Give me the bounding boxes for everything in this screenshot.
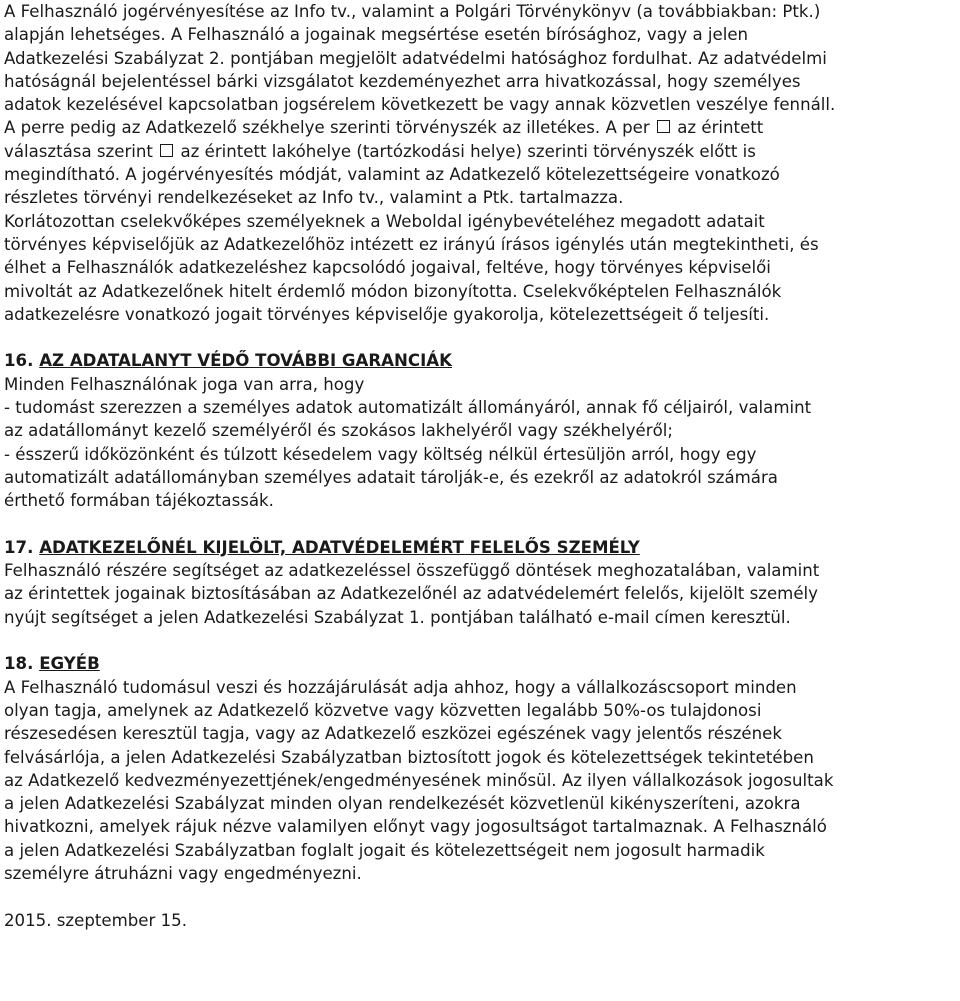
intro-line: adatkezelésre vonatkozó jogait törvényes képviselője gyakorolja, kötelezettségeit ő teljesíti. [4,304,770,324]
section-number: 16. [4,351,34,371]
section-line: az érintettek jogainak biztosításában az Adatkezelőnél az adatvédelemért felelős, kijelölt személy [4,584,818,604]
section-line: a jelen Adatkezelési Szabályzatban foglalt jogait és kötelezettségeit nem jogosult harmadik [4,840,765,860]
section-title: AZ ADATALANYT VÉDŐ TOVÁBBI GARANCIÁK [39,351,452,371]
section-line: Minden Felhasználónak joga van arra, hogy [4,374,365,394]
section-line: a jelen Adatkezelési Szabályzat minden olyan rendelkezését közvetlenül kikényszeríteni, azokra [4,794,801,814]
intro-line: törvényes képviselőjük az Adatkezelőhöz intézett ez irányú írásos igénylés után megtekintheti, és [4,234,819,254]
section-line: automatizált adatállományban személyes adatait tárolják-e, és ezekről az adatokról számára [4,467,778,487]
section-line: az Adatkezelő kedvezményezettjének/engedményesének minősül. Az ilyen vállalkozások jogosultak [4,770,834,790]
intro-line-with-symbol [4,140,960,163]
section-17-body [4,559,960,629]
section-18-heading [4,652,960,675]
section-line: - ésszerű időközönként és túlzott késedelem vagy költség nélkül értesüljön arról, hogy egy [4,444,757,464]
spacer [4,513,960,536]
intro-line: A Felhasználó jogérvényesítése az Info tv., valamint a Polgári Törvénykönyv (a továbbiakban: Ptk.) [4,2,821,21]
section-number: 18. [4,654,34,674]
intro-line: adatok kezelésével kapcsolatban jogsérelem következett be vagy annak közvetlen veszélye fennáll. [4,95,836,115]
section-line: személyre átruházni vagy engedményezni. [4,863,362,883]
spacer [4,629,960,652]
section-title: ADATKEZELŐNÉL KIJELÖLT, ADATVÉDELEMÉRT FELELŐS SZEMÉLY [39,537,640,557]
intro-line-with-symbol [4,116,960,139]
section-line: olyan tagja, amelynek az Adatkezelő közvetve vagy közvetten legalább 50%-os tulajdonosi [4,700,762,720]
section-line: felvásárlója, a jelen Adatkezelési Szabályzatban biztosított jogok és kötelezettségek tekintetében [4,747,814,767]
intro-text: az érintett [677,118,764,138]
section-18-body [4,676,960,886]
section-line: az adatállományt kezelő személyéről és szokásos lakhelyéről vagy székhelyéről; [4,421,673,441]
intro-paragraph [4,0,960,326]
intro-text: választása szerint [4,141,153,161]
intro-line: Korlátozottan cselekvőképes személyeknek a Weboldal igénybevételéhez megadott adatait [4,211,765,231]
section-line: részesedésen keresztül tagja, vagy az Adatkezelő eszközei egészének vagy jelentős részének [4,724,782,744]
intro-line: részletes törvényi rendelkezéseket az Info tv., valamint a Ptk. tartalmazza. [4,188,624,208]
spacer [4,885,960,908]
section-line: hivatkozni, amelyek rájuk nézve valamilyen előnyt vagy jogosultságot tartalmaznak. A Felhasználó [4,817,827,837]
section-title: EGYÉB [39,654,100,674]
missing-glyph-icon [657,120,670,133]
section-16-body [4,373,960,513]
document-date: 2015. szeptember 15. [4,910,187,930]
section-17-heading [4,536,960,559]
section-line: érthető formában tájékoztassák. [4,491,274,511]
section-line: nyújt segítséget a jelen Adatkezelési Szabályzat 1. pontjában található e-mail címen keresztül. [4,607,791,627]
intro-line: megindítható. A jogérvényesítés módját, valamint az Adatkezelő kötelezettségeire vonatkozó [4,165,780,185]
intro-line: mivoltát az Adatkezelőnek hitelt érdemlő módon bizonyította. Cselekvőképtelen Felhasználók [4,281,782,301]
intro-text: az érintett lakóhelye (tartózkodási helye) szerinti törvényszék előtt is [180,141,756,161]
section-number: 17. [4,537,34,557]
section-line: - tudomást szerezzen a személyes adatok automatizált állományáról, annak fő céljairól, valamint [4,398,812,418]
intro-line: Adatkezelési Szabályzat 2. pontjában megjelölt adatvédelmi hatósághoz fordulhat. Az adatvédelmi [4,48,827,68]
intro-line: élhet a Felhasználók adatkezeléshez kapcsolódó jogaival, feltéve, hogy törvényes képviselői [4,258,771,278]
spacer [4,326,960,349]
intro-line: hatóságnál bejelentéssel bárki vizsgálatot kezdeményezhet arra hivatkozással, hogy személyes [4,71,801,91]
intro-text: A perre pedig az Adatkezelő székhelye szerinti törvényszék az illetékes. A per [4,118,650,138]
section-line: A Felhasználó tudomásul veszi és hozzájárulását adja ahhoz, hogy a vállalkozáscsoport minden [4,677,797,697]
intro-line: alapján lehetséges. A Felhasználó a jogainak megsértése esetén bírósághoz, vagy a jelen [4,25,749,45]
section-line: Felhasználó részére segítséget az adatkezeléssel összefüggő döntések meghozatalában, valamint [4,561,820,581]
section-16-heading [4,349,960,372]
missing-glyph-icon [160,144,173,157]
